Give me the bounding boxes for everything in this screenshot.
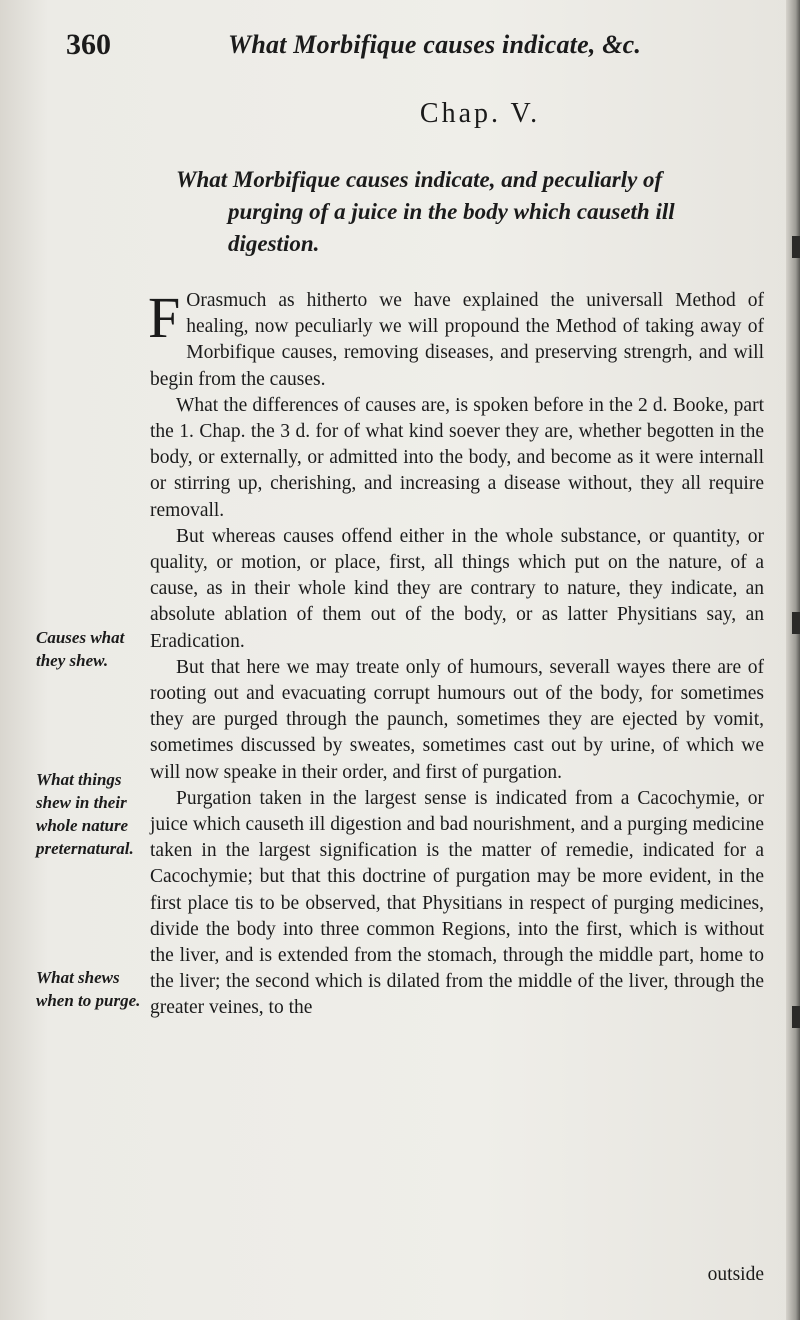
catchword: outside	[707, 1264, 764, 1285]
drop-cap: F	[148, 285, 181, 350]
paragraph: Purgation taken in the largest sense is indicated from a Cacochymie, or juice which causeth ill digestion and bad nourishment, and a purging medicine taken in the largest signification is the matter of remedie, indicated for a Cacochymie; but that this doctrine of purgation may be more evident, in the first place tis to be observed, that Physitians in respect of purging medicines, divide the body into three common Regions, into the first, which is without the liver, and is extended from the stomach, through the middle part, home to the liver; the second which is dilated from the middle of the liver, through the greater veines, to the	[150, 787, 764, 1019]
margin-note: Causes what they shew.	[36, 628, 125, 670]
edge-mark	[792, 1006, 800, 1028]
margin-note: What things shew in their whole nature preternatural.	[36, 770, 134, 858]
page-header	[66, 28, 766, 68]
chapter-title	[176, 164, 766, 260]
running-head: What Morbifique causes indicate, &c.	[228, 30, 642, 59]
chapter-heading: Chap. V.	[419, 98, 541, 129]
paragraph: But whereas causes offend either in the whole substance, or quantity, or quality, or motion, or place, first, all things which put on the nature, of a cause, as in their whole kind they are contrary to nature, they indicate, an absolute ablation of them out of the body, or as latter Physitians say, an Eradication.	[150, 525, 764, 652]
paragraph: But that here we may treate only of humours, severall wayes there are of rooting out and evacuating corrupt humours out of the body, for sometimes they are purged through the paunch, sometimes they are ejected by vomit, sometimes discussed by sweates, sometimes cast out by urine, of which we will now speake in their order, and first of purgation.	[150, 656, 764, 783]
chapter-title-line-2: purging of a juice in the body which causeth ill digestion.	[228, 199, 675, 256]
paragraph-text: Orasmuch as hitherto we have explained the universall Method of healing, now peculiarly we will propound the Method of taking away of Morbifique causes, removing diseases, and preserving strengrh, and will begin from the causes.	[150, 290, 764, 390]
paragraph	[148, 285, 764, 393]
paragraph: What the differences of causes are, is spoken before in the 2 d. Booke, part the 1. Chap. the 3 d. for of what kind soever they are, whether begotten in the body, or externally, or admitted into the body, and become as it were internall or stirring up, cherishing, and increasing a disease without, they all require removall.	[150, 394, 764, 521]
page-number: 360	[66, 28, 111, 61]
edge-mark	[792, 612, 800, 634]
chapter-title-line-1: What Morbifique causes indicate, and peculiarly of	[176, 167, 663, 192]
body-text	[148, 285, 764, 1022]
margin-note: What shews when to purge.	[36, 968, 141, 1010]
edge-mark	[792, 236, 800, 258]
page-edge	[786, 0, 800, 1320]
